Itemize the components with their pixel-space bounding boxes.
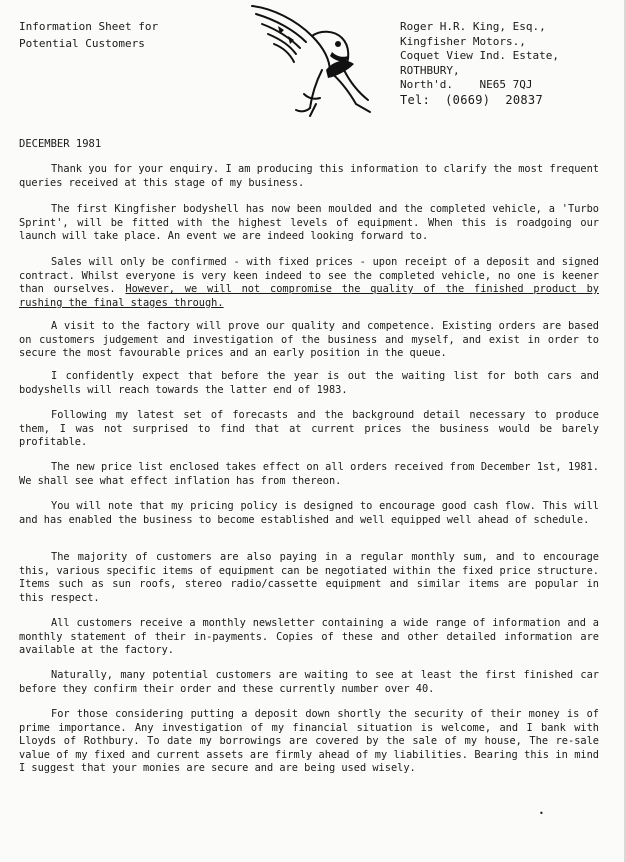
address-line: Coquet View Ind. Estate,: [400, 49, 559, 62]
address-line: Roger H.R. King, Esq.,: [400, 20, 546, 33]
paragraph: [19, 163, 599, 190]
underlined-statement: However, we will not compromise the quality of the finished product by rushing the final stages through.: [19, 283, 599, 309]
paragraph-text: All customers receive a monthly newsletter containing a wide range of information and a monthly statement of their in-payments. Copies of these and other detailed information are available at the factory.: [19, 617, 599, 656]
paragraph-text: Sales will only be confirmed - with fixed prices - upon receipt of a deposit and signed contract. Whilst everyone is very keen indeed to see the completed vehicle, no one is keener than ourselves.: [19, 256, 599, 295]
paragraph-text: Naturally, many potential customers are waiting to see at least the first finished car before they confirm their order and these currently number over 40.: [19, 669, 599, 695]
address-line: Kingfisher Motors.,: [400, 34, 526, 48]
paragraph: [19, 203, 599, 244]
paragraph-text: Following my latest set of forecasts and the background detail necessary to produce them, I was not surprised to find that at current prices the business would be barely profitable.: [19, 409, 599, 448]
address-line: ROTHBURY,: [400, 63, 460, 77]
sender-address-block: [400, 20, 559, 107]
kingfisher-bird-logo-icon: [238, 0, 380, 118]
sheet-title-line-2: Potential Customers: [19, 37, 145, 50]
paragraph: [19, 617, 599, 658]
paragraph: [19, 461, 599, 488]
address-line: North'd. NE65 7QJ: [400, 78, 533, 91]
telephone-number: Tel: (0669) 20837: [400, 92, 543, 107]
paragraph-text: I confidently expect that before the year is out the waiting list for both cars and bodyshells will reach towards the latter end of 1983.: [19, 370, 599, 396]
paragraph: [19, 551, 599, 605]
sheet-title-line-1: Information Sheet for: [19, 20, 159, 33]
letter-date: DECEMBER 1981: [19, 138, 102, 150]
paragraph: [19, 256, 599, 310]
paragraph-text: A visit to the factory will prove our quality and competence. Existing orders are based on customers judgement and investigation of the business and myself, and exist in order to secure the most favourable prices and an early position in the queue.: [19, 320, 599, 359]
paragraph-text: The first Kingfisher bodyshell has now been moulded and the completed vehicle, a 'Turbo Sprint', will be fitted with the highest levels of equipment. When this is roadgoing our launch will take place. An event we are indeed looking forward to.: [19, 203, 599, 242]
paragraph-text: You will note that my pricing policy is designed to encourage good cash flow. This will and has enabled the business to become established and well equipped well ahead of schedule.: [19, 500, 599, 526]
paragraph: [19, 409, 599, 450]
paragraph: [19, 500, 599, 527]
paragraph: [19, 370, 599, 397]
paragraph-text: The majority of customers are also paying in a regular monthly sum, and to encourage this, various specific items of equipment can be negotiated within the fixed price structure. Items such as sun roofs, stereo radio/cassette equipment and similar items are popular in this respect.: [19, 551, 599, 604]
stray-ink-mark: •: [539, 809, 544, 818]
paragraph: [19, 320, 599, 361]
sheet-title: [19, 18, 158, 52]
paragraph-text: For those considering putting a deposit down shortly the security of their money is of prime importance. Any investigation of my financial situation is welcome, and I bank with Lloyds of Rothbury. To date my borrowings are covered by the sale of my house, The re-sale value of my fixed and current assets are firmly ahead of my liabilities. Bearing this in mind I suggest that your monies are secure and are being used wisely.: [19, 708, 599, 774]
paragraph: [19, 708, 599, 776]
paragraph-text: The new price list enclosed takes effect on all orders received from December 1st, 1981. We shall see what effect inflation has from thereon.: [19, 461, 599, 487]
paragraph-text: Thank you for your enquiry. I am producing this information to clarify the most frequent queries received at this stage of my business.: [19, 163, 599, 189]
paragraph: [19, 669, 599, 696]
